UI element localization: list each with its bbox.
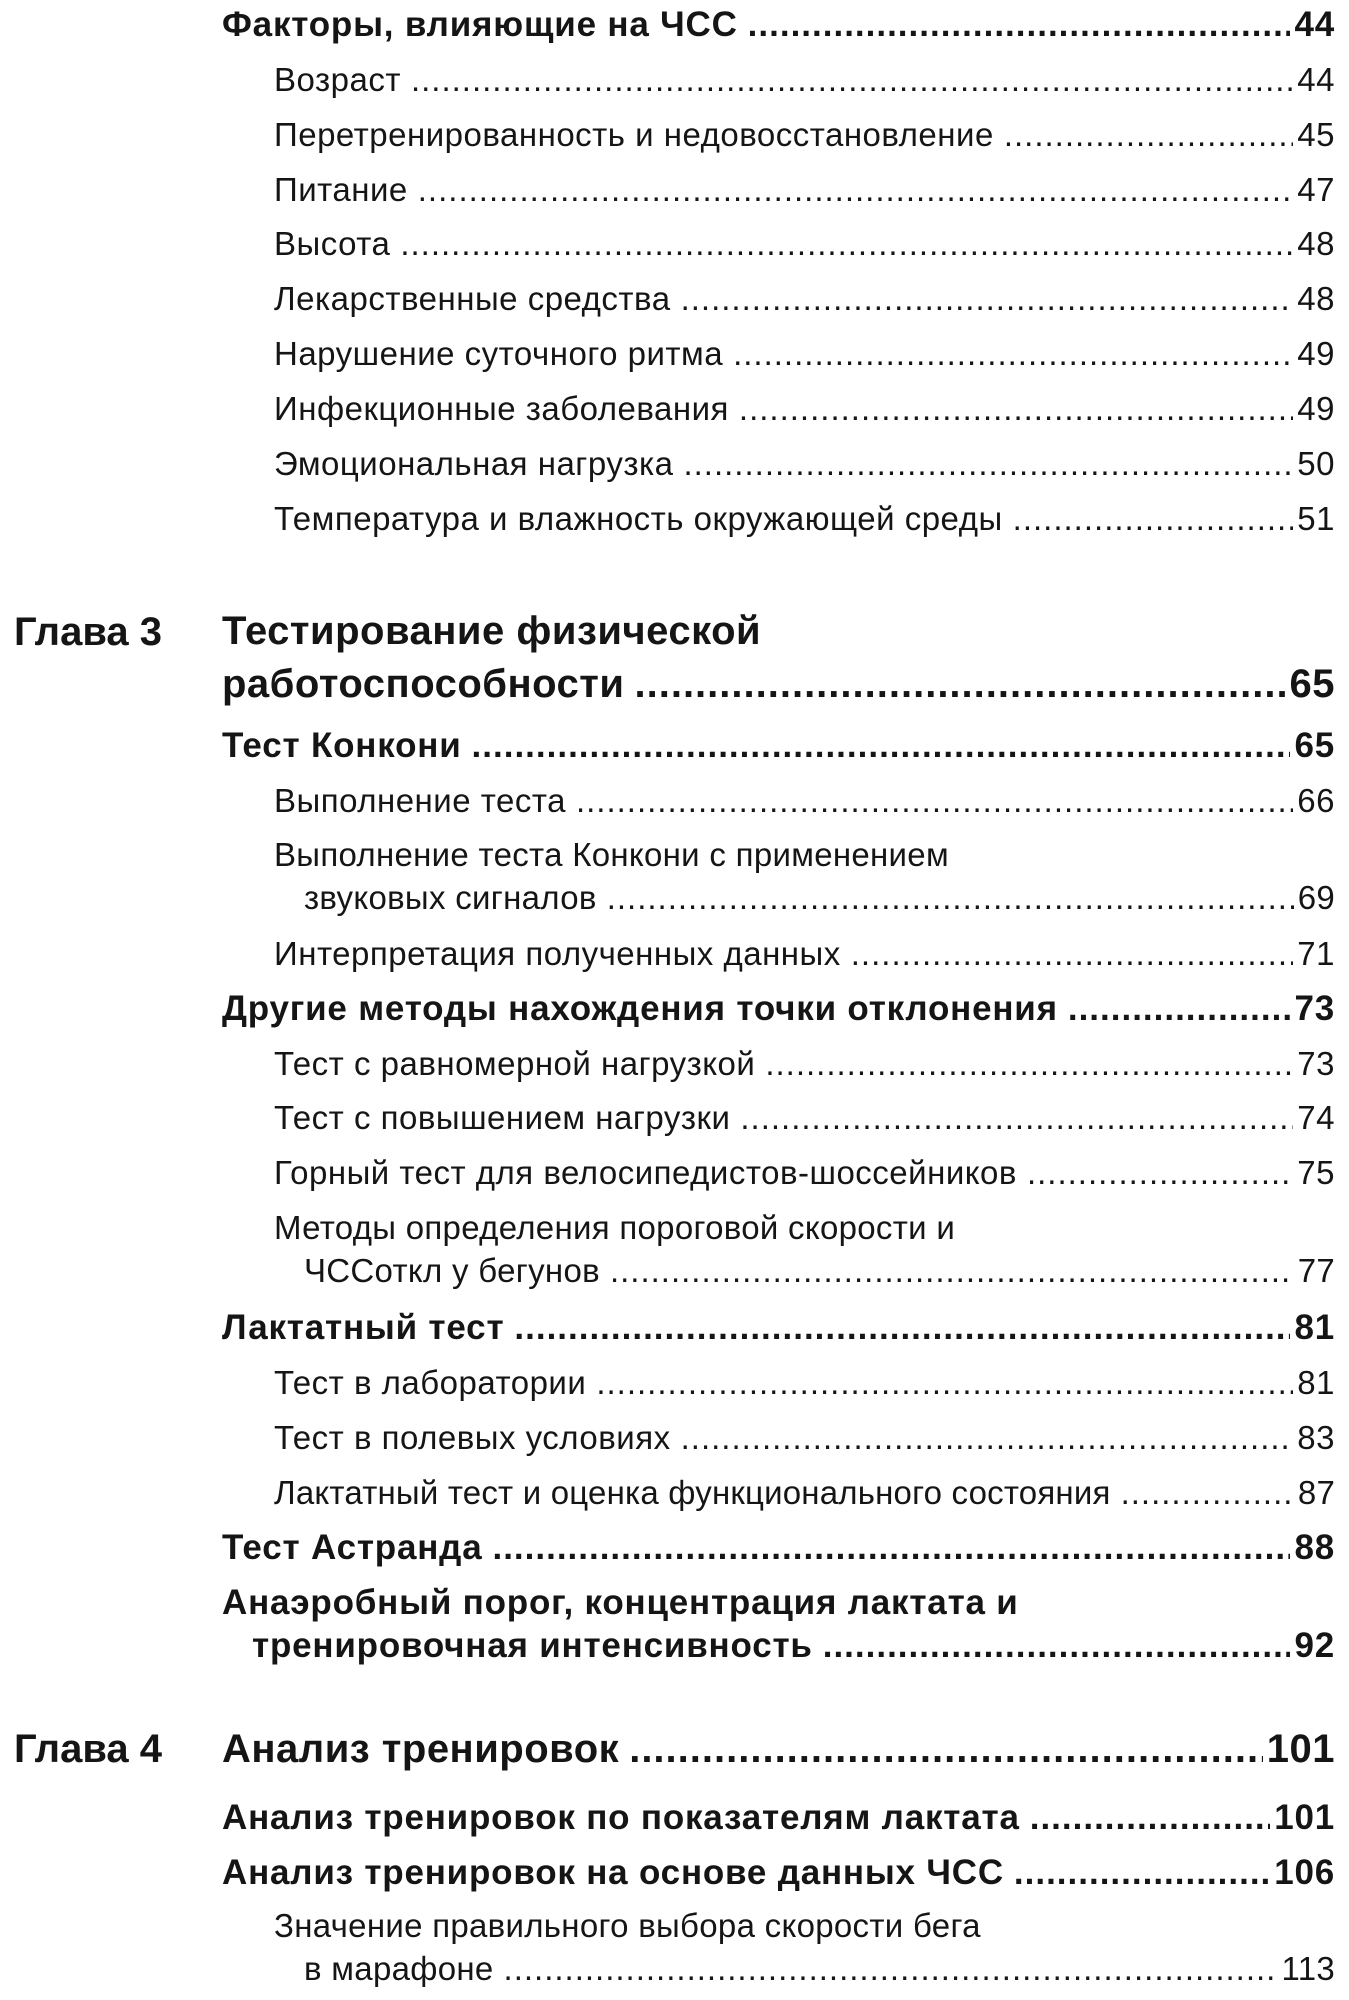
toc-item[interactable] — [274, 335, 1335, 373]
toc-label-line2: в марафоне — [304, 1950, 494, 1987]
toc-label: Возраст — [274, 61, 401, 98]
dot-leader — [1013, 500, 1294, 538]
toc-page-number: 71 — [1297, 935, 1335, 972]
toc-label: Эмоциональная нагрузка — [274, 445, 674, 482]
toc-page-number: 73 — [1297, 1045, 1335, 1082]
toc-label: Выполнение теста — [274, 782, 566, 819]
dot-leader — [681, 280, 1294, 318]
dot-leader — [576, 782, 1293, 820]
toc-item[interactable] — [274, 935, 1335, 973]
toc-heading-hr-analysis[interactable] — [222, 1853, 1335, 1893]
toc-page-number: 75 — [1297, 1154, 1335, 1191]
toc-label-line2: звуковых сигналов — [304, 879, 597, 916]
toc-item[interactable] — [274, 1904, 1335, 1990]
dot-leader — [634, 658, 1285, 711]
toc-page-number: 50 — [1297, 445, 1335, 482]
toc-label-line1: Значение правильного выбора скорости бега — [274, 1907, 981, 1944]
toc-item[interactable] — [274, 1364, 1335, 1402]
dot-leader — [514, 1308, 1290, 1348]
toc-item[interactable] — [274, 225, 1335, 263]
chapter-number: Глава 3 — [14, 610, 163, 654]
toc-page-number: 65 — [1294, 726, 1335, 765]
chapter-title-line1: Тестирование физической — [222, 609, 762, 653]
toc-page-number: 88 — [1294, 1528, 1335, 1567]
toc-label: Температура и влажность окружающей среды — [274, 500, 1003, 537]
toc-item[interactable] — [274, 500, 1335, 538]
toc-page-number: 44 — [1294, 5, 1335, 44]
dot-leader — [418, 171, 1294, 209]
toc-heading-anaerobic-threshold[interactable] — [222, 1581, 1335, 1667]
dot-leader — [683, 445, 1293, 483]
toc-heading-hr-factors[interactable] — [222, 5, 1335, 45]
toc-item[interactable] — [274, 116, 1335, 154]
dot-leader — [610, 1249, 1294, 1292]
toc-heading-conconi-test[interactable] — [222, 726, 1335, 766]
dot-leader — [1121, 1474, 1294, 1512]
toc-page-number: 47 — [1297, 171, 1335, 208]
dot-leader — [596, 1364, 1293, 1402]
toc-item[interactable] — [274, 390, 1335, 428]
toc-item[interactable] — [274, 1099, 1335, 1137]
toc-page-number: 101 — [1274, 1798, 1335, 1837]
toc-item[interactable] — [274, 1419, 1335, 1457]
toc-page-number: 74 — [1297, 1099, 1335, 1136]
toc-page-number: 65 — [1289, 662, 1335, 706]
toc-heading-astrand-test[interactable] — [222, 1528, 1335, 1568]
chapter-number: Глава 4 — [14, 1727, 163, 1771]
toc-item[interactable] — [274, 171, 1335, 209]
dot-leader — [400, 225, 1293, 263]
dot-leader — [739, 390, 1293, 428]
toc-page-number: 101 — [1266, 1727, 1335, 1771]
toc-item[interactable] — [274, 782, 1335, 820]
toc-page-number: 66 — [1297, 782, 1335, 819]
toc-label: Анализ тренировок на основе данных ЧСС — [222, 1853, 1004, 1892]
toc-label: Лактатный тест и оценка функционального состояния — [274, 1474, 1111, 1511]
toc-label: Инфекционные заболевания — [274, 390, 729, 427]
toc-page-number: 45 — [1297, 116, 1335, 153]
toc-page-number: 73 — [1294, 989, 1335, 1028]
toc-item[interactable] — [274, 1206, 1335, 1292]
dot-leader — [851, 935, 1294, 973]
toc-label: Нарушение суточного ритма — [274, 335, 724, 372]
toc-page-number: 87 — [1297, 1474, 1335, 1511]
toc-page-number: 69 — [1297, 879, 1335, 916]
toc-page-number: 77 — [1297, 1252, 1335, 1289]
toc-item[interactable] — [274, 1474, 1335, 1512]
toc-item[interactable] — [274, 833, 1335, 919]
toc-item[interactable] — [274, 61, 1335, 99]
toc-label: Тест в лаборатории — [274, 1364, 587, 1401]
toc-item[interactable] — [274, 280, 1335, 318]
toc-item[interactable] — [274, 1045, 1335, 1083]
dot-leader — [740, 1099, 1293, 1137]
toc-heading-lactate-test[interactable] — [222, 1308, 1335, 1348]
toc-label: Высота — [274, 225, 391, 262]
dot-leader — [472, 726, 1291, 766]
toc-label-line2: ЧССоткл у бегунов — [304, 1252, 600, 1289]
dot-leader — [1014, 1853, 1270, 1893]
toc-label: Тест Астранда — [222, 1528, 483, 1567]
dot-leader — [733, 335, 1293, 373]
toc-item[interactable] — [274, 1154, 1335, 1192]
toc-page-number: 83 — [1297, 1419, 1335, 1456]
toc-label: Тест Конкони — [222, 726, 462, 765]
dot-leader — [607, 876, 1294, 919]
toc-label-line2: тренировочная интенсивность — [252, 1626, 813, 1665]
toc-label-line1: Анаэробный порог, концентрация лактата и — [222, 1583, 1019, 1622]
toc-page-number: 48 — [1297, 225, 1335, 262]
toc-page-number: 51 — [1297, 500, 1335, 537]
toc-label: Лекарственные средства — [274, 280, 671, 317]
toc-chapter-3[interactable] — [222, 605, 1335, 711]
toc-item[interactable] — [274, 445, 1335, 483]
toc-label: Питание — [274, 171, 408, 208]
toc-label: Перетренированность и недовосстановление — [274, 116, 994, 153]
dot-leader — [504, 1947, 1278, 1990]
dot-leader — [681, 1419, 1294, 1457]
dot-leader — [748, 5, 1291, 45]
dot-leader — [411, 61, 1293, 99]
toc-page-number: 49 — [1297, 390, 1335, 427]
dot-leader — [823, 1624, 1291, 1667]
toc-page-number: 81 — [1294, 1308, 1335, 1347]
toc-page-number: 106 — [1274, 1853, 1335, 1892]
toc-label-line1: Методы определения пороговой скорости и — [274, 1209, 956, 1246]
toc-chapter-4[interactable] — [222, 1727, 1335, 1772]
toc-label: Тест с равномерной нагрузкой — [274, 1045, 756, 1082]
toc-page-number: 81 — [1297, 1364, 1335, 1401]
toc-page-number: 48 — [1297, 280, 1335, 317]
toc-label: Тест в полевых условиях — [274, 1419, 671, 1456]
dot-leader — [629, 1727, 1263, 1772]
dot-leader — [765, 1045, 1293, 1083]
toc-label: Факторы, влияющие на ЧСС — [222, 5, 738, 44]
dot-leader — [1068, 989, 1291, 1029]
toc-label: Тест с повышением нагрузки — [274, 1099, 731, 1136]
chapter-title: Анализ тренировок — [222, 1727, 620, 1771]
toc-label-line1: Выполнение теста Конкони с применением — [274, 836, 949, 873]
toc-heading-lactate-analysis[interactable] — [222, 1798, 1335, 1838]
dot-leader — [492, 1528, 1290, 1568]
dot-leader — [1030, 1798, 1270, 1838]
toc-page-number: 92 — [1294, 1626, 1335, 1665]
toc-page-number: 49 — [1297, 335, 1335, 372]
dot-leader — [1004, 116, 1293, 154]
toc-page-number: 113 — [1281, 1950, 1335, 1987]
toc-label: Горный тест для велосипедистов-шоссейников — [274, 1154, 1017, 1191]
chapter-title-line2: работоспособности — [222, 662, 625, 706]
dot-leader — [1027, 1154, 1293, 1192]
toc-page-number: 44 — [1297, 61, 1335, 98]
toc-heading-other-methods[interactable] — [222, 989, 1335, 1029]
toc-label: Лактатный тест — [222, 1308, 505, 1347]
toc-label: Интерпретация полученных данных — [274, 935, 841, 972]
toc-label: Другие методы нахождения точки отклонения — [222, 989, 1058, 1028]
toc-label: Анализ тренировок по показателям лактата — [222, 1798, 1020, 1837]
